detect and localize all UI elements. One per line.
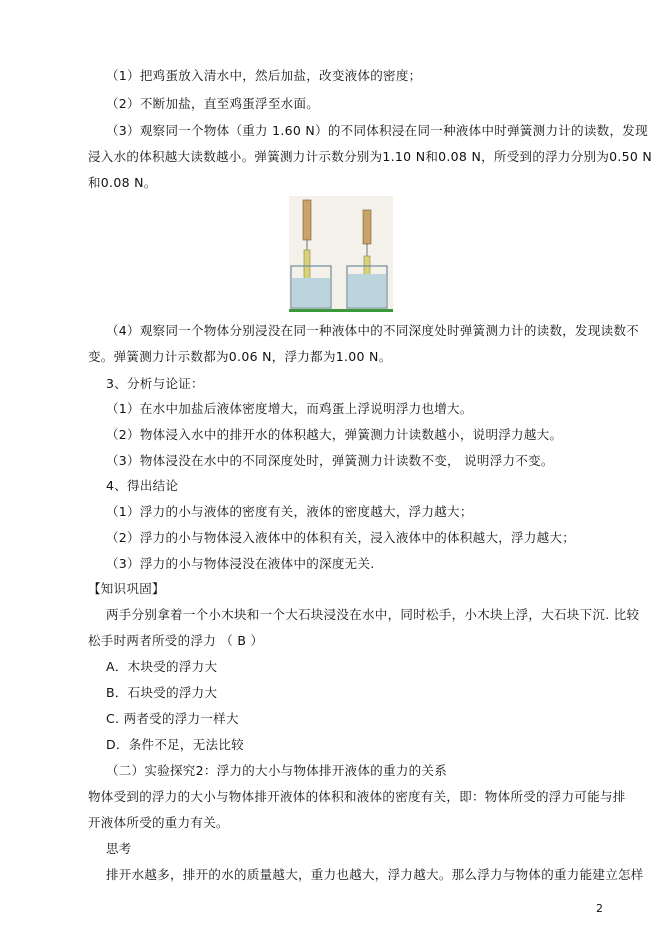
text-line: （2）不断加盐，直至鸡蛋浮至水面。	[106, 96, 320, 111]
text-line: 开液体所受的重力有关。	[88, 815, 229, 830]
answer-option: C. 两者受的浮力一样大	[106, 711, 239, 726]
text-line: （1）浮力的小与液体的密度有关，液体的密度越大，浮力越大；	[106, 504, 473, 519]
text-line: （1）把鸡蛋放入清水中，然后加盐，改变液体的密度；	[106, 68, 422, 83]
text-line: （2）物体浸入水中的排开水的体积越大，弹簧测力计读数越小，说明浮力越大。	[106, 427, 563, 442]
experiment-illustration	[289, 196, 393, 312]
page-number: 2	[596, 902, 603, 915]
text-line: （3）观察同一个物体（重力 1.60 N）的不同体积浸在同一种液体中时弹簧测力计的读数，发现	[106, 123, 648, 138]
section-heading: 3、分析与论证：	[106, 376, 204, 391]
section-heading: 思考	[106, 841, 132, 856]
text-line: （4）观察同一个物体分别浸没在同一种液体中的不同深度处时弹簧测力计的读数，发现读数不	[106, 323, 640, 338]
text-line: （3）物体浸没在水中的不同深度处时，弹簧测力计读数不变， 说明浮力不变。	[106, 453, 554, 468]
section-heading: 4、得出结论	[106, 478, 179, 493]
answer-option: B．石块受的浮力大	[106, 685, 218, 700]
text-line: 两手分别拿着一个小木块和一个大石块浸没在水中，同时松手，小木块上浮，大石块下沉. 比较	[106, 607, 640, 622]
text-line: 浸入水的体积越大读数越小。弹簧测力计示数分别为1.10 N和0.08 N，所受到的浮力分别为0.50 N	[88, 149, 653, 164]
spring-scale-figure	[289, 196, 393, 312]
text-line: 物体受到的浮力的大小与物体排开液体的体积和液体的密度有关，即：物体所受的浮力可能与排	[88, 789, 626, 804]
text-line: （3）浮力的小与物体浸没在液体中的深度无关.	[106, 556, 375, 571]
text-line: 松手时两者所受的浮力 （ B ）	[88, 633, 264, 648]
section-heading: 【知识巩固】	[88, 581, 165, 596]
section-heading: （二）实验探究2：浮力的大小与物体排开液体的重力的关系	[106, 763, 448, 778]
text-line: （2）浮力的小与物体浸入液体中的体积有关，浸入液体中的体积越大，浮力越大；	[106, 530, 576, 545]
text-line: 变。弹簧测力计示数都为0.06 N，浮力都为1.00 N。	[88, 349, 392, 364]
text-line: 和0.08 N。	[88, 175, 157, 190]
figure-base	[289, 309, 393, 312]
answer-option: D．条件不足，无法比较	[106, 737, 244, 752]
answer-option: A．木块受的浮力大	[106, 659, 218, 674]
text-line: （1）在水中加盐后液体密度增大，而鸡蛋上浮说明浮力也增大。	[106, 401, 473, 416]
text-line: 排开水越多，排开的水的质量越大，重力也越大，浮力越大。那么浮力与物体的重力能建立怎样	[106, 867, 644, 882]
